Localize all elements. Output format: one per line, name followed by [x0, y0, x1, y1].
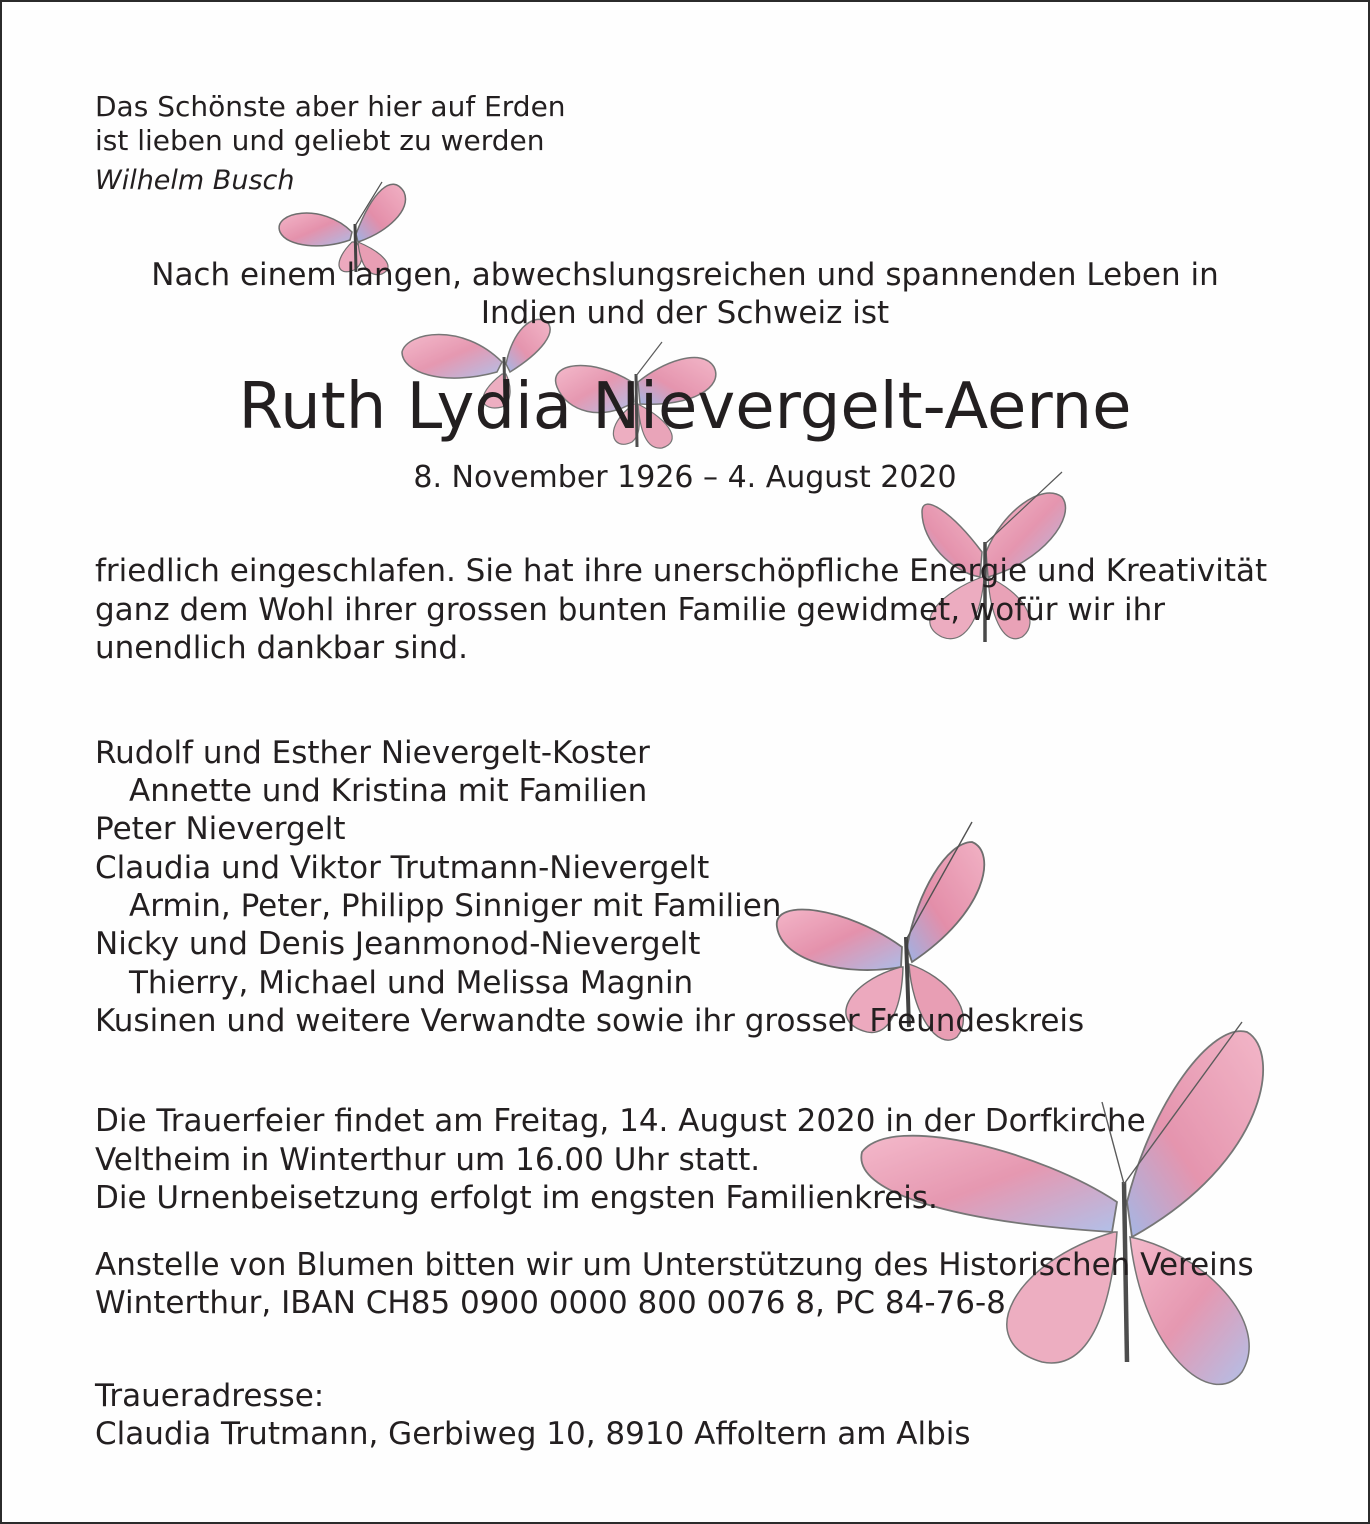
- mourner-line: Armin, Peter, Philipp Sinniger mit Familien: [129, 888, 782, 924]
- service-line: Die Trauerfeier findet am Freitag, 14. August 2020 in der Dorfkirche: [95, 1103, 1146, 1139]
- address-label: Traueradresse:: [95, 1378, 325, 1414]
- donation-line: Winterthur, IBAN CH85 0900 0000 800 0076 8, PC 84-76-8: [95, 1285, 1006, 1321]
- mourner-line: Peter Nievergelt: [95, 811, 346, 847]
- quote: [95, 90, 566, 158]
- mourner-line: Nicky und Denis Jeanmonod-Nievergelt: [95, 926, 701, 962]
- donation-line: Anstelle von Blumen bitten wir um Unterstützung des Historischen Vereins: [95, 1247, 1254, 1283]
- mourner-line: Rudolf und Esther Nievergelt-Koster: [95, 735, 650, 771]
- intro-line: Nach einem langen, abwechslungsreichen und spannenden Leben in: [151, 257, 1219, 293]
- quote-line: Das Schönste aber hier auf Erden: [95, 90, 566, 123]
- quote-author: Wilhelm Busch: [95, 165, 295, 196]
- service-line: Veltheim in Winterthur um 16.00 Uhr statt.: [95, 1142, 761, 1178]
- mourner-line: Claudia und Viktor Trutmann-Nievergelt: [95, 850, 710, 886]
- mourner-line: Annette und Kristina mit Familien: [129, 773, 648, 809]
- intro-line: Indien und der Schweiz ist: [480, 295, 890, 331]
- address-value: Claudia Trutmann, Gerbiweg 10, 8910 Affoltern am Albis: [95, 1416, 971, 1452]
- statement-line: ganz dem Wohl ihrer grossen bunten Familie gewidmet, wofür wir ihr: [95, 592, 1165, 628]
- quote-line: ist lieben und geliebt zu werden: [95, 124, 545, 157]
- mourner-line: Kusinen und weitere Verwandte sowie ihr grosser Freundeskreis: [95, 1003, 1085, 1039]
- mourner-line: Thierry, Michael und Melissa Magnin: [129, 965, 694, 1001]
- deceased-name: Ruth Lydia Nievergelt-Aerne: [238, 370, 1132, 444]
- life-dates: 8. November 1926 – 4. August 2020: [413, 460, 957, 495]
- statement-line: friedlich eingeschlafen. Sie hat ihre unerschöpfliche Energie und Kreativität: [95, 553, 1268, 589]
- statement-line: unendlich dankbar sind.: [95, 630, 468, 666]
- service-line: Die Urnenbeisetzung erfolgt im engsten Familienkreis.: [95, 1180, 938, 1216]
